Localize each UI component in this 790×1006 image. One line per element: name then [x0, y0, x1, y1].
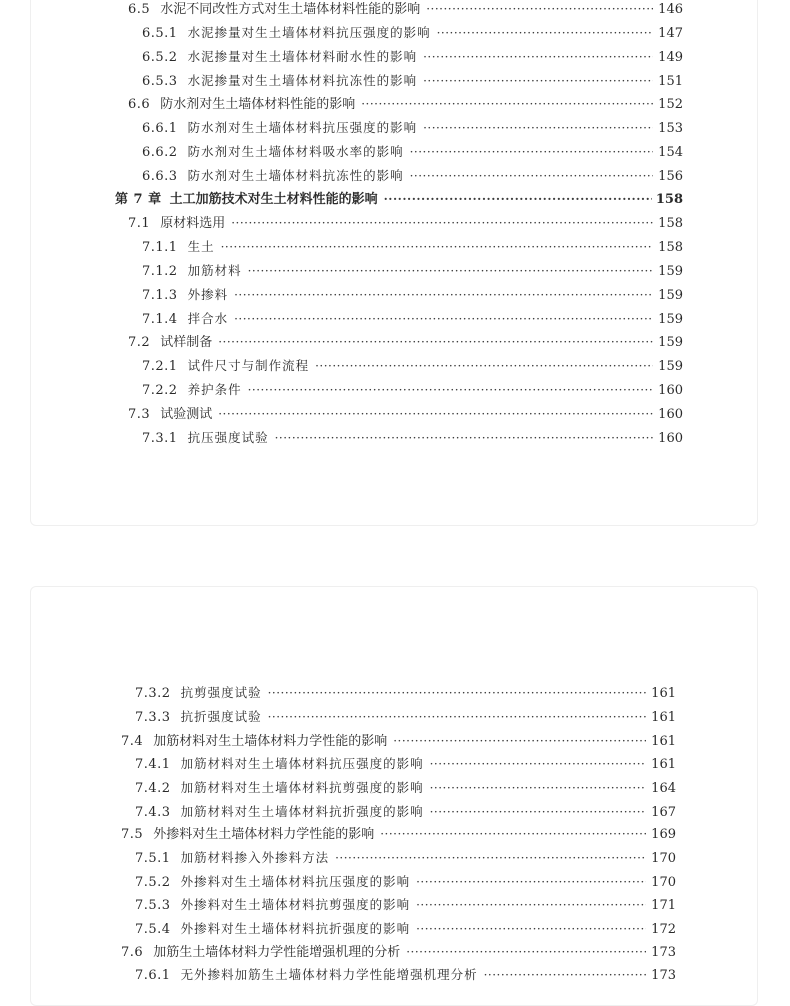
toc-entry[interactable] [135, 683, 676, 703]
entry-page-number: 153 [658, 121, 683, 136]
toc-chapter-entry[interactable] [115, 189, 683, 209]
entry-number: 7.5.2 [135, 875, 171, 890]
entry-title: 防水剂对生土墙体材料性能的影响 [160, 97, 356, 112]
entry-title: 外掺料对生土墙体材料抗折强度的影响 [180, 921, 411, 936]
dot-leader [423, 71, 653, 91]
toc-entry[interactable] [135, 778, 676, 798]
dot-leader [268, 707, 646, 727]
toc-entry[interactable] [142, 380, 683, 400]
entry-number: 7.4.2 [135, 781, 171, 796]
entry-page-number: 172 [651, 922, 676, 937]
entry-number: 7.2.1 [142, 359, 178, 374]
entry-number: 7.4 [121, 734, 144, 749]
entry-title: 抗压强度试验 [187, 430, 269, 445]
entry-number: 7.3 [128, 407, 151, 422]
entry-number: 6.6.3 [142, 169, 178, 184]
entry-title: 试样制备 [160, 335, 213, 350]
toc-entry[interactable] [135, 848, 676, 868]
entry-title: 防水剂对生土墙体材料抗冻性的影响 [187, 168, 404, 183]
entry-title: 加筋材料对生土墙体材料抗剪强度的影响 [180, 780, 424, 795]
entry-number: 7.1.2 [142, 264, 178, 279]
toc-entry[interactable] [135, 895, 676, 915]
entry-title: 防水剂对生土墙体材料吸水率的影响 [187, 144, 404, 159]
dot-leader [248, 261, 653, 281]
dot-leader [410, 142, 653, 162]
entry-number: 7.5 [121, 827, 144, 842]
toc-entry[interactable] [128, 213, 683, 233]
toc-entry[interactable] [142, 166, 683, 186]
entry-number: 7.5.1 [135, 851, 171, 866]
toc-entry[interactable] [135, 965, 676, 985]
dot-leader [430, 802, 646, 822]
entry-page-number: 154 [658, 145, 683, 160]
entry-number: 7.3.3 [135, 710, 171, 725]
dot-leader [416, 895, 646, 915]
entry-title: 防水剂对生土墙体材料抗压强度的影响 [187, 120, 418, 135]
dot-leader [393, 731, 646, 751]
entry-page-number: 149 [658, 50, 683, 65]
entry-number: 7.1.3 [142, 288, 178, 303]
entry-number: 7.1.1 [142, 240, 178, 255]
entry-page-number: 161 [651, 710, 676, 725]
entry-title: 无外掺料加筋生土墙体材料力学性能增强机理分析 [180, 967, 478, 982]
dot-leader [275, 428, 653, 448]
entry-page-number: 160 [658, 407, 683, 422]
toc-entry[interactable] [142, 428, 683, 448]
entry-title: 水泥掺量对生土墙体材料抗压强度的影响 [187, 25, 431, 40]
entry-page-number: 173 [651, 945, 676, 960]
entry-title: 水泥不同改性方式对生土墙体材料性能的影响 [160, 2, 421, 17]
entry-number: 6.5.3 [142, 74, 178, 89]
toc-page-2 [30, 586, 758, 1006]
dot-leader [406, 942, 646, 962]
entry-page-number: 160 [658, 431, 683, 446]
dot-leader [218, 332, 653, 352]
entry-number: 7.2.2 [142, 383, 178, 398]
dot-leader [423, 47, 653, 67]
entry-page-number: 146 [658, 2, 683, 17]
entry-title: 水泥掺量对生土墙体材料耐水性的影响 [187, 49, 418, 64]
entry-title: 抗剪强度试验 [180, 685, 262, 700]
entry-page-number: 161 [651, 757, 676, 772]
entry-page-number: 161 [651, 686, 676, 701]
toc-entry[interactable] [142, 309, 683, 329]
toc-entry[interactable] [121, 942, 676, 962]
entry-page-number: 159 [658, 288, 683, 303]
entry-title: 抗折强度试验 [180, 709, 262, 724]
toc-entry[interactable] [128, 94, 683, 114]
dot-leader [430, 754, 646, 774]
dot-leader [234, 309, 653, 329]
entry-title: 加筋材料对生土墙体材料抗压强度的影响 [180, 756, 424, 771]
toc-entry[interactable] [128, 0, 683, 19]
entry-title: 加筋材料掺入外掺料方法 [180, 850, 330, 865]
entry-number: 7.1 [128, 216, 151, 231]
entry-title: 加筋材料对生土墙体材料力学性能的影响 [153, 734, 388, 749]
entry-title: 土工加筋技术对生土材料性能的影响 [169, 192, 378, 207]
entry-title: 生土 [187, 239, 215, 254]
entry-title: 外掺料对生土墙体材料抗压强度的影响 [180, 874, 411, 889]
entry-number: 7.6 [121, 945, 144, 960]
dot-leader [410, 166, 653, 186]
entry-page-number: 161 [651, 734, 676, 749]
entry-page-number: 156 [658, 169, 683, 184]
dot-leader [231, 213, 653, 233]
toc-entry[interactable] [135, 754, 676, 774]
entry-number: 6.6.1 [142, 121, 178, 136]
entry-page-number: 158 [658, 216, 683, 231]
dot-leader [426, 0, 653, 19]
dot-leader [218, 404, 653, 424]
toc-entry[interactable] [142, 142, 683, 162]
entry-number: 第 7 章 [115, 192, 162, 207]
dot-leader [430, 778, 646, 798]
entry-title: 试件尺寸与制作流程 [187, 358, 310, 373]
entry-page-number: 173 [651, 968, 676, 983]
entry-page-number: 159 [658, 264, 683, 279]
toc-entry[interactable] [142, 118, 683, 138]
entry-page-number: 151 [658, 74, 683, 89]
entry-title: 水泥掺量对生土墙体材料抗冻性的影响 [187, 73, 418, 88]
entry-title: 试验测试 [160, 407, 213, 422]
dot-leader [416, 872, 646, 892]
toc-entry[interactable] [135, 707, 676, 727]
toc-entry[interactable] [135, 919, 676, 939]
entry-title: 外掺料对生土墙体材料抗剪强度的影响 [180, 897, 411, 912]
entry-page-number: 158 [658, 240, 683, 255]
entry-page-number: 160 [658, 383, 683, 398]
dot-leader [437, 23, 653, 43]
entry-page-number: 152 [658, 97, 683, 112]
dot-leader [335, 848, 646, 868]
entry-number: 6.5.2 [142, 50, 178, 65]
entry-page-number: 171 [651, 898, 676, 913]
dot-leader [234, 285, 653, 305]
toc-entry[interactable] [135, 802, 676, 822]
dot-leader [484, 965, 646, 985]
entry-page-number: 159 [658, 359, 683, 374]
entry-title: 外掺料对生土墙体材料力学性能的影响 [153, 827, 375, 842]
entry-page-number: 159 [658, 312, 683, 327]
entry-number: 7.2 [128, 335, 151, 350]
toc-entry[interactable] [142, 261, 683, 281]
entry-number: 7.5.3 [135, 898, 171, 913]
entry-page-number: 159 [658, 335, 683, 350]
dot-leader [423, 118, 653, 138]
entry-title: 加筋材料 [187, 263, 242, 278]
entry-title: 拌合水 [187, 311, 229, 326]
toc-entry[interactable] [142, 285, 683, 305]
toc-entry[interactable] [128, 332, 683, 352]
toc-entry[interactable] [121, 731, 676, 751]
entry-number: 6.6 [128, 97, 151, 112]
dot-leader [380, 824, 646, 844]
entry-number: 7.4.1 [135, 757, 171, 772]
dot-leader [416, 919, 646, 939]
dot-leader [361, 94, 653, 114]
dot-leader [384, 189, 652, 209]
dot-leader [221, 237, 653, 257]
dot-leader [315, 356, 653, 376]
dot-leader [268, 683, 646, 703]
entry-title: 加筋材料对生土墙体材料抗折强度的影响 [180, 804, 424, 819]
toc-entry[interactable] [121, 824, 676, 844]
toc-entry[interactable] [142, 356, 683, 376]
toc-entry[interactable] [128, 404, 683, 424]
entry-page-number: 164 [651, 781, 676, 796]
entry-page-number: 158 [655, 192, 683, 207]
dot-leader [248, 380, 653, 400]
entry-number: 7.4.3 [135, 805, 171, 820]
entry-number: 7.5.4 [135, 922, 171, 937]
entry-number: 7.3.1 [142, 431, 178, 446]
toc-entry[interactable] [142, 71, 683, 91]
toc-page-1 [30, 0, 758, 526]
entry-page-number: 169 [651, 827, 676, 842]
entry-number: 6.5 [128, 2, 151, 17]
entry-number: 6.5.1 [142, 26, 178, 41]
entry-title: 加筋生土墙体材料力学性能增强机理的分析 [153, 945, 401, 960]
toc-entry[interactable] [142, 237, 683, 257]
toc-entry[interactable] [142, 23, 683, 43]
entry-number: 7.3.2 [135, 686, 171, 701]
entry-title: 原材料选用 [160, 216, 226, 231]
entry-page-number: 167 [651, 805, 676, 820]
entry-title: 外掺料 [187, 287, 229, 302]
entry-number: 7.6.1 [135, 968, 171, 983]
entry-page-number: 170 [651, 875, 676, 890]
entry-page-number: 170 [651, 851, 676, 866]
entry-number: 7.1.4 [142, 312, 178, 327]
entry-title: 养护条件 [187, 382, 242, 397]
entry-page-number: 147 [658, 26, 683, 41]
entry-number: 6.6.2 [142, 145, 178, 160]
toc-entry[interactable] [135, 872, 676, 892]
toc-entry[interactable] [142, 47, 683, 67]
